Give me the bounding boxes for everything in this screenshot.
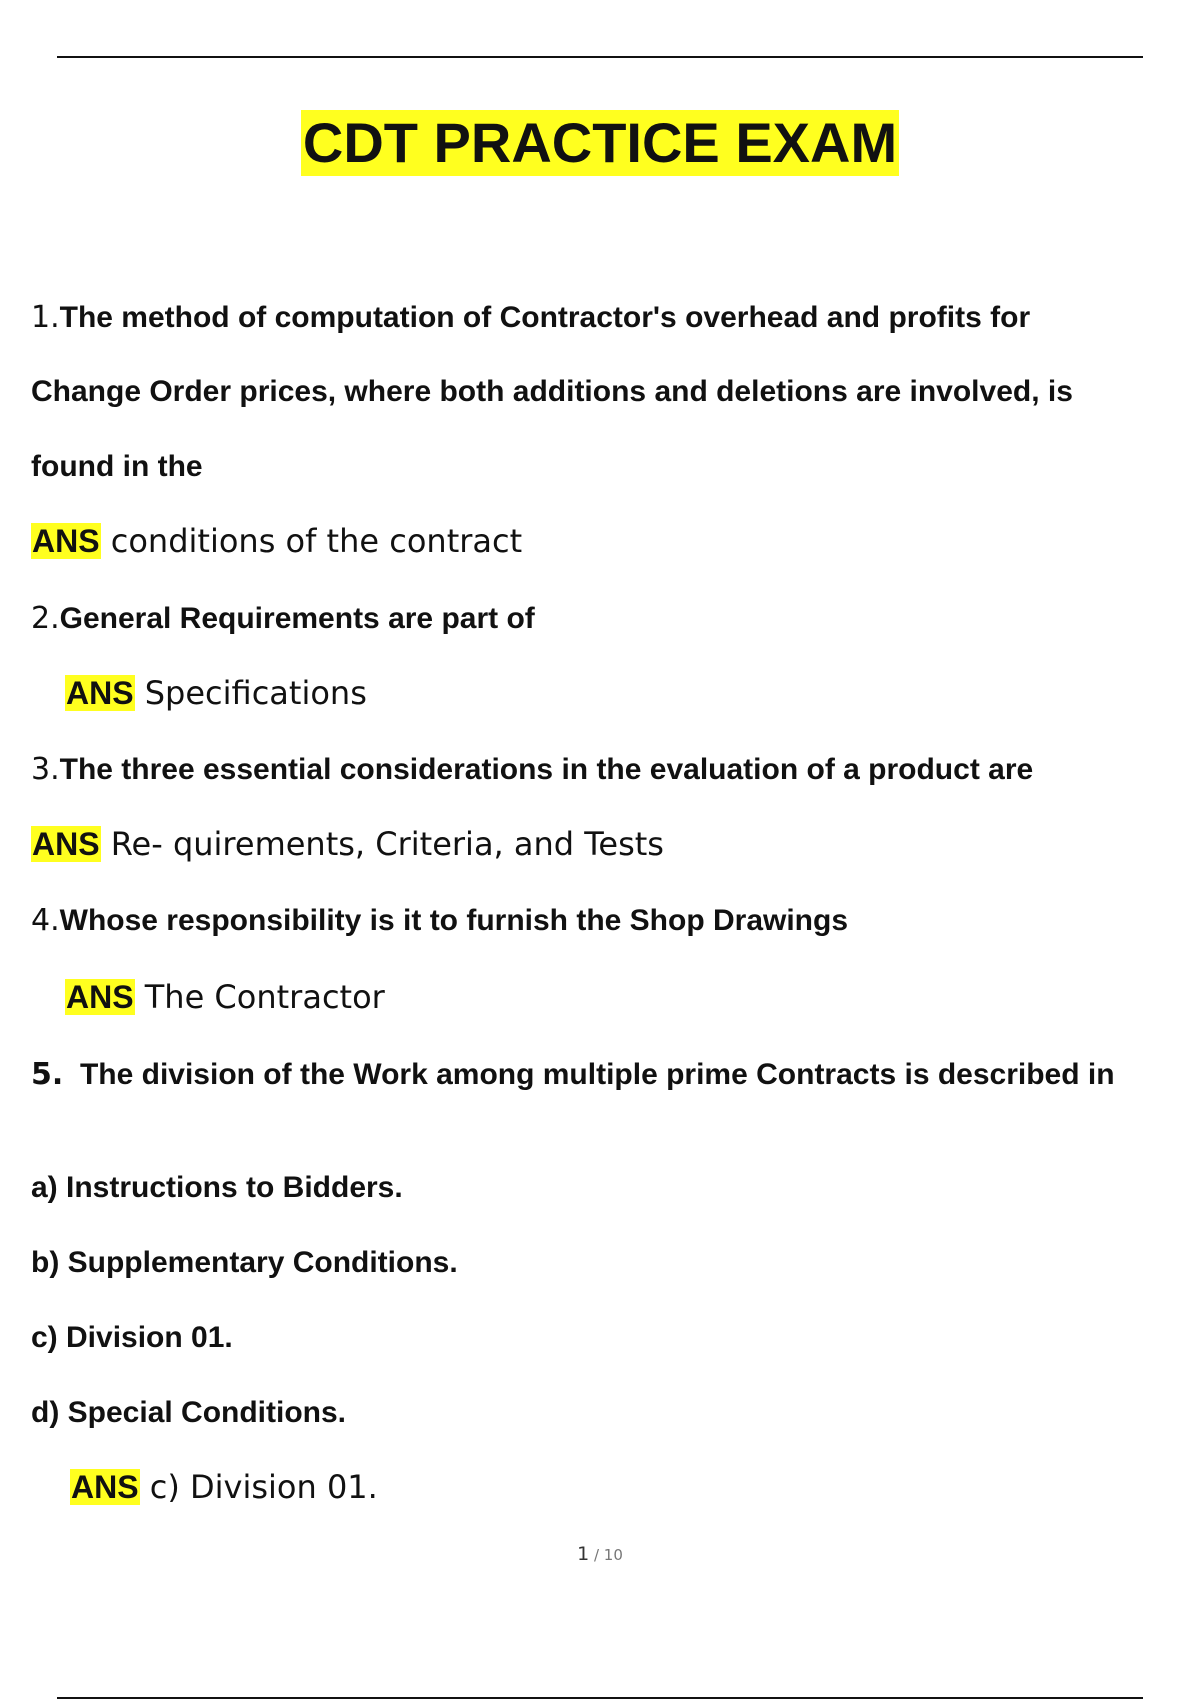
answer-5 bbox=[70, 1468, 378, 1506]
answer-2 bbox=[65, 674, 367, 712]
question-5-line-1 bbox=[31, 1057, 1115, 1092]
question-5-option-a: a) Instructions to Bidders. bbox=[31, 1171, 403, 1204]
question-4-number: 4. bbox=[31, 903, 60, 938]
question-3-text-1: The three essential considerations in the evaluation of a product are bbox=[59, 753, 1034, 786]
question-1-number: 1. bbox=[31, 300, 60, 335]
question-1-line-2: Change Order prices, where both additions and deletions are involved, is bbox=[31, 375, 1073, 408]
answer-5-text: c) Division 01. bbox=[149, 1468, 378, 1506]
question-2-line-1 bbox=[31, 601, 535, 636]
question-3-number: 3. bbox=[31, 752, 60, 787]
page-current: 1 bbox=[577, 1543, 590, 1565]
ans-label: ANS bbox=[71, 1469, 139, 1505]
question-5-option-b: b) Supplementary Conditions. bbox=[31, 1246, 458, 1279]
question-4-line-1 bbox=[31, 903, 848, 938]
question-1-line-1 bbox=[31, 300, 1030, 335]
answer-2-text: Specifications bbox=[144, 674, 367, 712]
ans-label: ANS bbox=[32, 523, 100, 559]
ans-label: ANS bbox=[32, 826, 100, 862]
question-5-option-d: d) Special Conditions. bbox=[31, 1396, 347, 1429]
bottom-rule bbox=[57, 1697, 1143, 1699]
question-2-number: 2. bbox=[31, 601, 60, 636]
ans-label: ANS bbox=[66, 979, 134, 1015]
answer-3 bbox=[31, 825, 664, 863]
question-1-text-1: The method of computation of Contractor's overhead and profits for bbox=[59, 301, 1031, 334]
answer-4-text: The Contractor bbox=[144, 978, 385, 1016]
answer-1-text: conditions of the contract bbox=[110, 522, 523, 560]
question-1-line-3: found in the bbox=[31, 450, 203, 483]
question-3-line-1 bbox=[31, 752, 1033, 787]
top-rule bbox=[57, 56, 1143, 58]
page-total: / 10 bbox=[589, 1546, 623, 1564]
page-number bbox=[0, 1543, 1200, 1565]
title-block bbox=[0, 110, 1200, 176]
answer-1 bbox=[31, 522, 522, 560]
page-title: CDT PRACTICE EXAM bbox=[302, 111, 898, 174]
ans-label: ANS bbox=[66, 675, 134, 711]
question-5-option-c: c) Division 01. bbox=[31, 1321, 233, 1354]
question-4-text-1: Whose responsibility is it to furnish the Shop Drawings bbox=[59, 904, 849, 937]
question-5-text-1: The division of the Work among multiple prime Contracts is described in bbox=[79, 1058, 1115, 1091]
question-5-number: 5. bbox=[31, 1057, 64, 1092]
question-2-text-1: General Requirements are part of bbox=[59, 602, 535, 635]
answer-3-text: Re- quirements, Criteria, and Tests bbox=[110, 825, 664, 863]
answer-4 bbox=[65, 978, 385, 1016]
